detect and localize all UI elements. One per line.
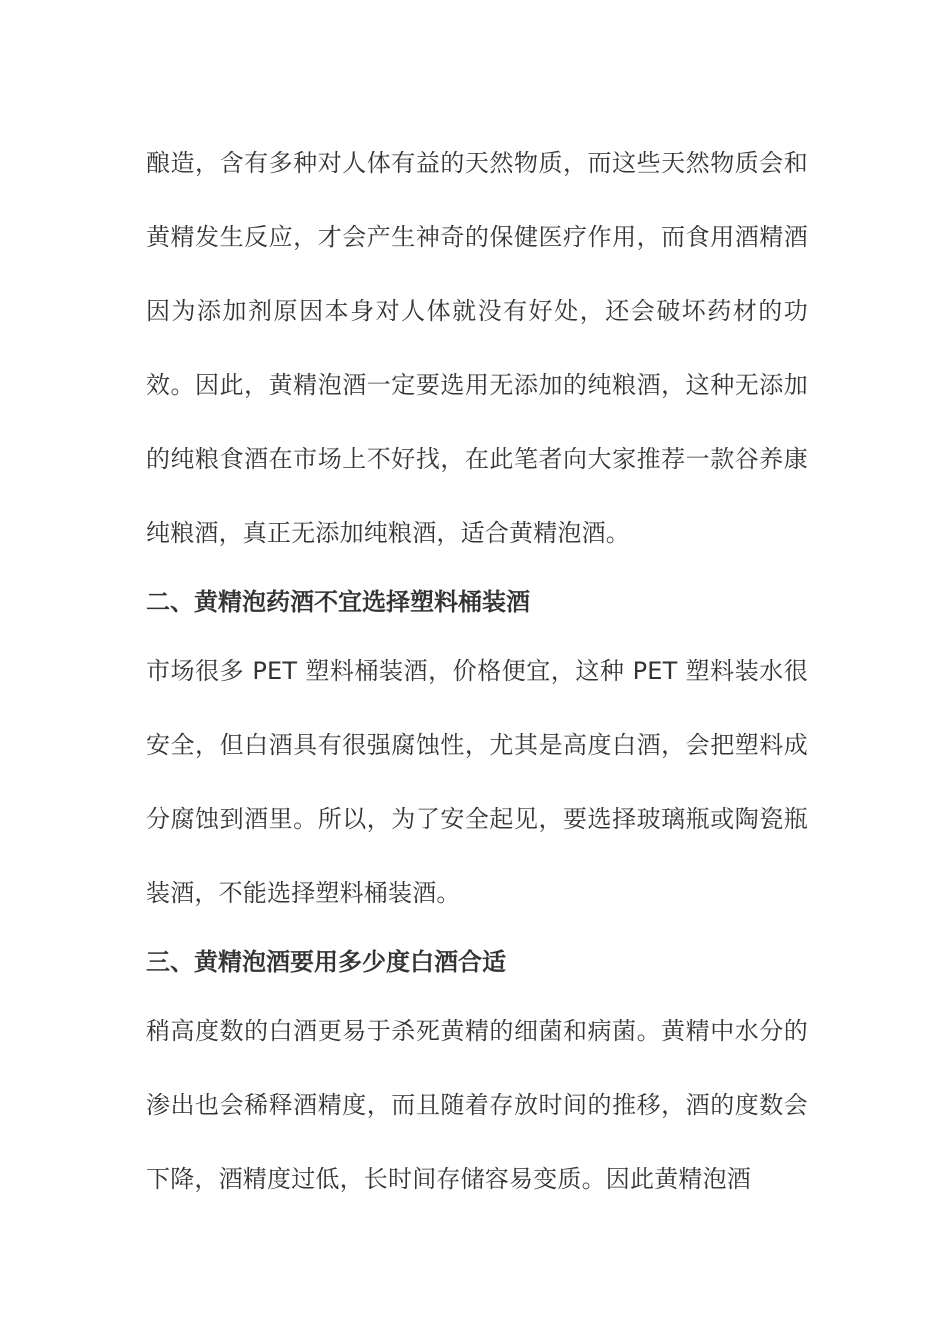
section-heading-2: 二、黄精泡药酒不宜选择塑料桶装酒	[146, 588, 530, 616]
document-body	[146, 126, 808, 1216]
paragraph-alcohol-strength: 稍高度数的白酒更易于杀死黄精的细菌和病菌。黄精中水分的渗出也会稀释酒精度，而且随着存放时间的推移，酒的度数会下降，酒精度过低，长时间存储容易变质。因此黄精泡酒	[146, 1017, 808, 1193]
section-heading-3: 三、黄精泡酒要用多少度白酒合适	[146, 948, 506, 976]
paragraph-plastic-barrel: 市场很多 PET 塑料桶装酒，价格便宜，这种 PET 塑料装水很安全，但白酒具有很强腐蚀性，尤其是高度白酒，会把塑料成分腐蚀到酒里。所以，为了安全起见，要选择玻璃瓶或陶瓷瓶装酒，不能选择塑料桶装酒。	[146, 657, 808, 907]
paragraph-intro: 酿造，含有多种对人体有益的天然物质，而这些天然物质会和黄精发生反应，才会产生神奇的保健医疗作用，而食用酒精酒因为添加剂原因本身对人体就没有好处，还会破坏药材的功效。因此，黄精泡酒一定要选用无添加的纯粮酒，这种无添加的纯粮食酒在市场上不好找，在此笔者向大家推荐一款谷养康纯粮酒，真正无添加纯粮酒，适合黄精泡酒。	[146, 149, 808, 547]
